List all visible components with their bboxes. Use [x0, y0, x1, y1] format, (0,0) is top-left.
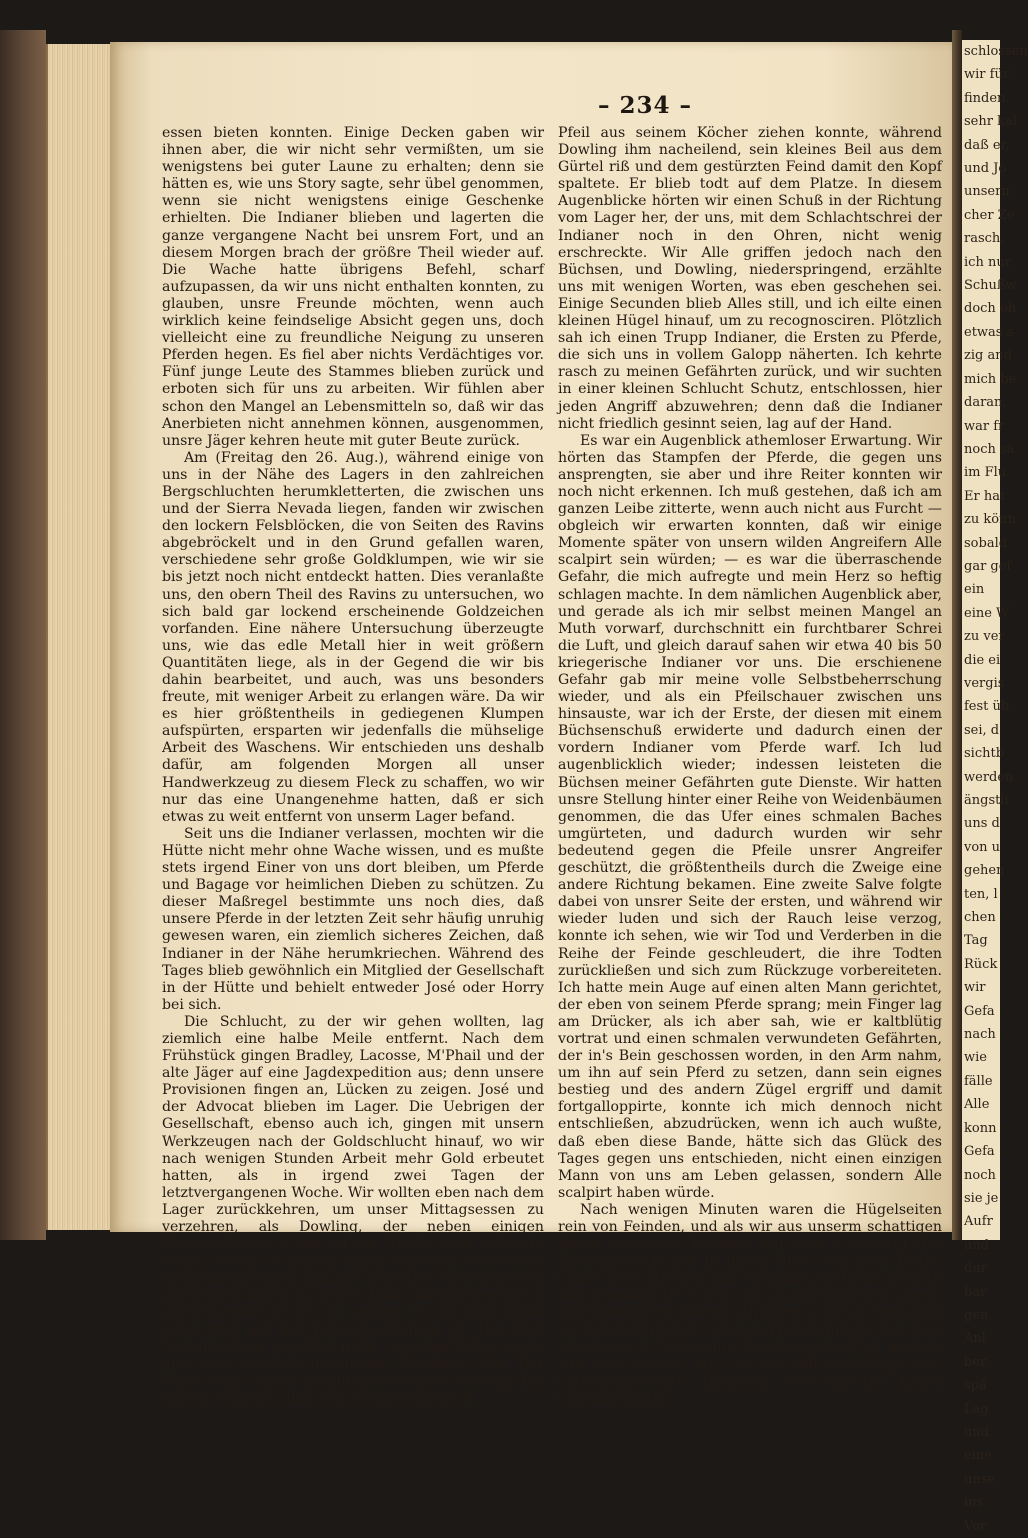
- next-page-line: ängstli: [964, 793, 1009, 808]
- page-edges: [46, 44, 118, 1230]
- next-page-line: und Jo: [964, 161, 1007, 177]
- next-page-line: war fr: [964, 418, 1005, 434]
- next-page-line: spä: [964, 1378, 987, 1394]
- next-page-line: Aufr: [964, 1214, 993, 1230]
- paragraph: Es war ein Augenblick athemloser Erwartung. Wir hörten das Stampfen der Pferde, die gegen uns ansprengten, sie aber und ihre Reiter konnten wir noch nicht erkennen. Ich muß gestehen, daß ich am ganzen Leibe zitterte, wenn auch nicht aus Furcht — obgleich wir erwarten konnten, daß wir einige Momente später von unsern wilden Angreifern Alle scalpirt sein würden; — es war die überraschende Gefahr, die mich aufregte und mein Herz so heftig schlagen machte. In dem nämlichen Augenblick aber, und gerade als ich mir selbst meinen Mangel an Muth vorwarf, durchschnitt ein furchtbarer Schrei die Luft, und gleich darauf sahen wir etwa 40 bis 50 kriegerische Indianer vor uns. Die erschienene Gefahr gab mir meine volle Selbstbeherrschung wieder, und als ein Pfeilschauer zwischen uns hinsauste, war ich der Erste, der diesen mit einem Büchsenschuß erwiderte und dadurch einen der vordern Indianer vom Pferde warf. Ich lud augenblicklich wieder; indessen leisteten die Büchsen meiner Gefährten gute Dienste. Wir hatten unsre Stellung hinter einer Reihe von Weidenbäumen genommen, die das Ufer eines schmalen Baches umgürteten, und dadurch wurden wir sehr bedeutend gegen die Pfeile unsrer Angreifer geschützt, die größtentheils durch die Zweige eine andere Richtung bekamen. Eine zweite Salve folgte dabei von unsrer Seite der ersten, und während wir wieder luden und sich der Rauch leise verzog, konnte ich sehen, wie wir Tod und Verderben in die Reihe der Feinde geschleudert, die ihre Todten zurückließen und sich zum Rückzuge vorbereiteten. Ich hatte mein Auge auf einen alten Mann gerichtet, der eben von seinem Pferde sprang; mein Finger lag am Drücker, als ich aber sah, wie er kaltblütig vortrat und einen schmalen verwundeten Gefährten, der in's Bein geschossen worden, in den Arm nahm, um ihn auf sein Pferd zu setzen, dann sein eignes bestieg und des andern Zügel ergriff und damit fortgalloppirte, konnte ich mich dennoch nicht entschließen, abzudrücken, wenn ich auch wußte, daß eben diese Bande, hätte sich das Glück des Tages gegen uns entschieden, nicht einen einzigen Mann von uns am Leben gelassen, sondern Alle scalpirt haben würde.: [558, 432, 942, 1201]
- next-page-line: rasch,: [964, 231, 1005, 247]
- next-page-line: Gefa: [964, 1144, 995, 1160]
- next-page-line: und: [964, 1237, 990, 1253]
- next-page-line: daß er,: [964, 137, 1010, 153]
- next-page-line: noch sä: [964, 441, 1015, 457]
- next-page-line: fest üb: [964, 699, 1010, 715]
- next-page-line: uns d: [964, 816, 1000, 832]
- next-page-line: gar gef: [964, 558, 1012, 574]
- next-page-line: etwas s: [964, 324, 1014, 340]
- next-page-line: dur: [964, 1261, 987, 1277]
- next-page-line: wir für: [964, 67, 1010, 83]
- paragraph: Pfeil aus seinem Köcher ziehen konnte, während Dowling ihm nacheilend, sein kleines Beil aus dem Gürtel riß und dem gestürzten Feind damit den Kopf spaltete. Er blieb todt auf dem Platze. In diesem Augenblicke hörten wir einen Schuß in der Richtung vom Lager her, der uns, mit dem Schlachtschrei der Indianer noch in den Ohren, nicht wenig erschreckte. Wir Alle griffen jedoch nach den Büchsen, und Dowling, niederspringend, erzählte uns mit wenigen Worten, was eben geschehen sei. Einige Secunden blieb Alles still, und ich eilte einen kleinen Hügel hinauf, um zu recognosciren. Plötzlich sah ich einen Trupp Indianer, die Ersten zu Pferde, die sich uns in vollem Galopp näherten. Ich kehrte rasch zu meinen Gefährten zurück, und wir suchten in einer kleinen Schlucht Schutz, entschlossen, hier jeden Angriff abzuwehren; denn daß die Indianer nicht friedlich gesinnt seien, lag auf der Hand.: [558, 125, 942, 432]
- next-page-line: nach: [964, 1027, 996, 1043]
- next-page-line: Vor: [964, 1518, 987, 1534]
- right-column: [558, 125, 942, 1407]
- next-page-line: cher Ze: [964, 207, 1015, 223]
- next-page-line: zu ver: [964, 629, 1005, 645]
- next-page-line: bar: [964, 1284, 987, 1300]
- next-page-line: und: [964, 1424, 990, 1440]
- next-page-line: von u: [964, 839, 1001, 855]
- next-page-line: ten, l: [964, 886, 998, 902]
- next-page-line: Anl: [964, 1331, 986, 1347]
- next-page-line: werden: [964, 769, 1014, 785]
- next-page-line: sei, d: [964, 722, 1000, 738]
- paragraph: essen bieten konnten. Einige Decken gaben wir ihnen aber, die wir nicht sehr vermißten, um sie wenigstens bei guter Laune zu erhalten; denn sie hätten es, wie uns Story sagte, sehr übel genommen, wenn sie nicht wenigstens einige Geschenke erhielten. Die Indianer blieben und lagerten die ganze vergangene Nacht bei unsrem Fort, und an diesem Morgen brach der größre Theil wieder auf. Die Wache hatte übrigens Befehl, scharf aufzupassen, da wir uns nicht enthalten konnten, zu glauben, unsre Freunde möchten, wenn auch wirklich keine feindselige Absicht gegen uns, doch vielleicht eine zu freundliche Neigung zu unseren Pferden hegen. Es fiel aber nichts Verdächtiges vor. Fünf junge Leute des Stammes blieben zurück und erboten sich für uns zu arbeiten. Wir fühlen aber schon den Mangel an Lebensmitteln so, daß wir das Anerbieten nicht annehmen können, ausgenommen, unsre Jäger kehren heute mit guter Beute zurück.: [162, 125, 544, 449]
- paragraph: Seit uns die Indianer verlassen, mochten wir die Hütte nicht mehr ohne Wache wissen, und es mußte stets irgend Einer von uns dort bleiben, um Pferde und Bagage vor heimlichen Dieben zu schützen. Zu dieser Maßregel bestimmte uns noch dies, daß unsere Pferde in der letzten Zeit sehr häufig unruhig gewesen waren, ein ziemlich sicheres Zeichen, daß Indianer in der Nähe herumkriechen. Während des Tages blieb gewöhnlich ein Mitglied der Gesellschaft in der Hütte und behielt entweder José oder Horry bei sich.: [162, 825, 544, 1013]
- next-page-line: zu könn: [964, 512, 1016, 528]
- next-page-line: vergis: [964, 675, 1005, 691]
- next-page-line: sie je: [964, 1190, 999, 1206]
- next-page-line: wir: [964, 980, 986, 996]
- next-page-line: eine: [964, 1448, 992, 1464]
- paragraph: Nach wenigen Minuten waren die Hügelseiten rein von Feinden, und als wir aus unserm schattigen Ravin vortraten, konnten wir nur noch drei der Zurückgebliebenen in ihrem Blute, ein paar Pfeile, einige leere Köcher und ein paar zerstreute Federn und Tomahawks sehen, die auf dem Boden lagen. Einer nach dem Andern schlichen wir jetzt vorsichtig nach dem Gipfel des kleinen Hügels hinauf, von dem ich das erste Naben der Feinde beobachtet, und als wir dort fanden, wie sie im vollen Gallopp eine entgegengesetzte Richtung von unserm Lager einschlugen, be-: [558, 1201, 942, 1406]
- next-page-line: ein: [964, 582, 985, 598]
- next-page-line: mich be: [964, 371, 1017, 387]
- next-page-line: Schußw: [964, 278, 1017, 294]
- next-page-line: Lag: [964, 1401, 989, 1417]
- book-gutter: [952, 30, 962, 1240]
- next-page-line: fälle: [964, 1073, 993, 1089]
- next-page-line: konn: [964, 1120, 997, 1136]
- next-page-line: im Flu: [964, 465, 1007, 481]
- left-column: [162, 125, 544, 1407]
- next-page-line: sobald: [964, 535, 1008, 551]
- next-page-line: sehr kal: [964, 114, 1017, 130]
- next-page-line: chen: [964, 910, 996, 926]
- next-page-line: gen: [964, 1307, 989, 1323]
- next-page-line: ber: [964, 1354, 987, 1370]
- next-page-line: daran,: [964, 395, 1007, 411]
- paragraph: Die Schlucht, zu der wir gehen wollten, lag ziemlich eine halbe Meile entfernt. Nach dem Frühstück gingen Bradley, Lacosse, M'Phail und der alte Jäger auf eine Jagdexpedition aus; denn unsere Provisionen fingen an, Lücken zu zeigen. José und der Advocat blieben im Lager. Die Uebrigen der Gesellschaft, ebenso auch ich, gingen mit unsern Werkzeugen nach der Goldschlucht hinauf, wo wir nach wenigen Stunden Arbeit mehr Gold erbeutet hatten, als in irgend zwei Tagen der letztvergangenen Woche. Wir wollten eben nach dem Lager zurückkehren, um unser Mittagsessen zu verzehren, als Dowling, der neben einigen Wermuthbüschen am obern Theile der Schlucht stand, etwas zwischen ihnen rascheln hörte und anspringend einen Indianer bemerkte, der sich eben davon zu schleichen suchte. Kaum aber bemerkte er, daß er entdeckt sei, so sprang er auf und schoß einen Pfeil auf den Kopf des Weißen ab. Der Pfeil traf allerdings sein Ziel nicht, zerschnitt aber doch, und zwar ziemlich bedeutend, Dowling's Ohr. Der Wilde stieß einen furchtbaren Schrei aus und lief davon, stolperte aber, ehe er einen zweiten: [162, 1013, 544, 1406]
- next-page-line: zig and: [964, 348, 1012, 364]
- next-page-line: sichtb: [964, 746, 1005, 762]
- next-page-fragment: [962, 40, 1028, 1534]
- book-cover-edge: [0, 30, 46, 1240]
- next-page-line: Tag: [964, 933, 988, 949]
- next-page-line: Er hat: [964, 488, 1006, 504]
- next-page-line: noch: [964, 1167, 996, 1183]
- next-page-line: wie: [964, 1050, 987, 1066]
- next-page-line: finden.: [964, 90, 1010, 106]
- next-page-line: unse: [964, 1471, 996, 1487]
- page-number: – 234 –: [597, 92, 693, 119]
- next-page-line: gehen: [964, 863, 1005, 879]
- next-page-line: doch oh: [964, 301, 1017, 317]
- next-page-line: Rück: [964, 956, 998, 972]
- next-page-line: eine W: [964, 605, 1010, 621]
- next-page-line: Gefa: [964, 1003, 995, 1019]
- next-page-line: unsern: [964, 184, 1010, 200]
- next-page-line: schlossen: [964, 44, 1028, 59]
- next-page-line: Alle: [964, 1097, 990, 1113]
- paragraph: Am (Freitag den 26. Aug.), während einige von uns in der Nähe des Lagers in den zahlreichen Bergschluchten herumkletterten, die zwischen uns und der Sierra Nevada liegen, fanden wir zwischen den lockern Felsblöcken, die von Seiten des Ravins abgebröckelt und in den Grund gefallen waren, verschiedene sehr große Goldklumpen, wie wir sie bis jetzt noch nicht entdeckt hatten. Dies veranlaßte uns, den obern Theil des Ravins zu untersuchen, wo sich bald gar lockend erscheinende Goldzeichen vorfanden. Eine nähere Untersuchung überzeugte uns, wie das edle Metall hier in weit größern Quantitäten liege, als in der Gegend die wir bis dahin bearbeitet, und auch, was uns besonders freute, mit weniger Arbeit zu erlangen wäre. Da wir es hier größtentheils in gediegenen Klumpen aufspürten, ersparten wir jedenfalls die mühselige Arbeit des Waschens. Wir entschieden uns deshalb dafür, am folgenden Morgen all unser Handwerkzeug zu diesem Fleck zu schaffen, wo wir nur das eine Unangenehme hatten, daß er sich etwas zu weit entfernt von unserm Lager befand.: [162, 449, 544, 825]
- next-page-line: ins: [964, 1495, 984, 1511]
- next-page-line: ich nur: [964, 254, 1011, 270]
- next-page-line: die ei: [964, 652, 1001, 668]
